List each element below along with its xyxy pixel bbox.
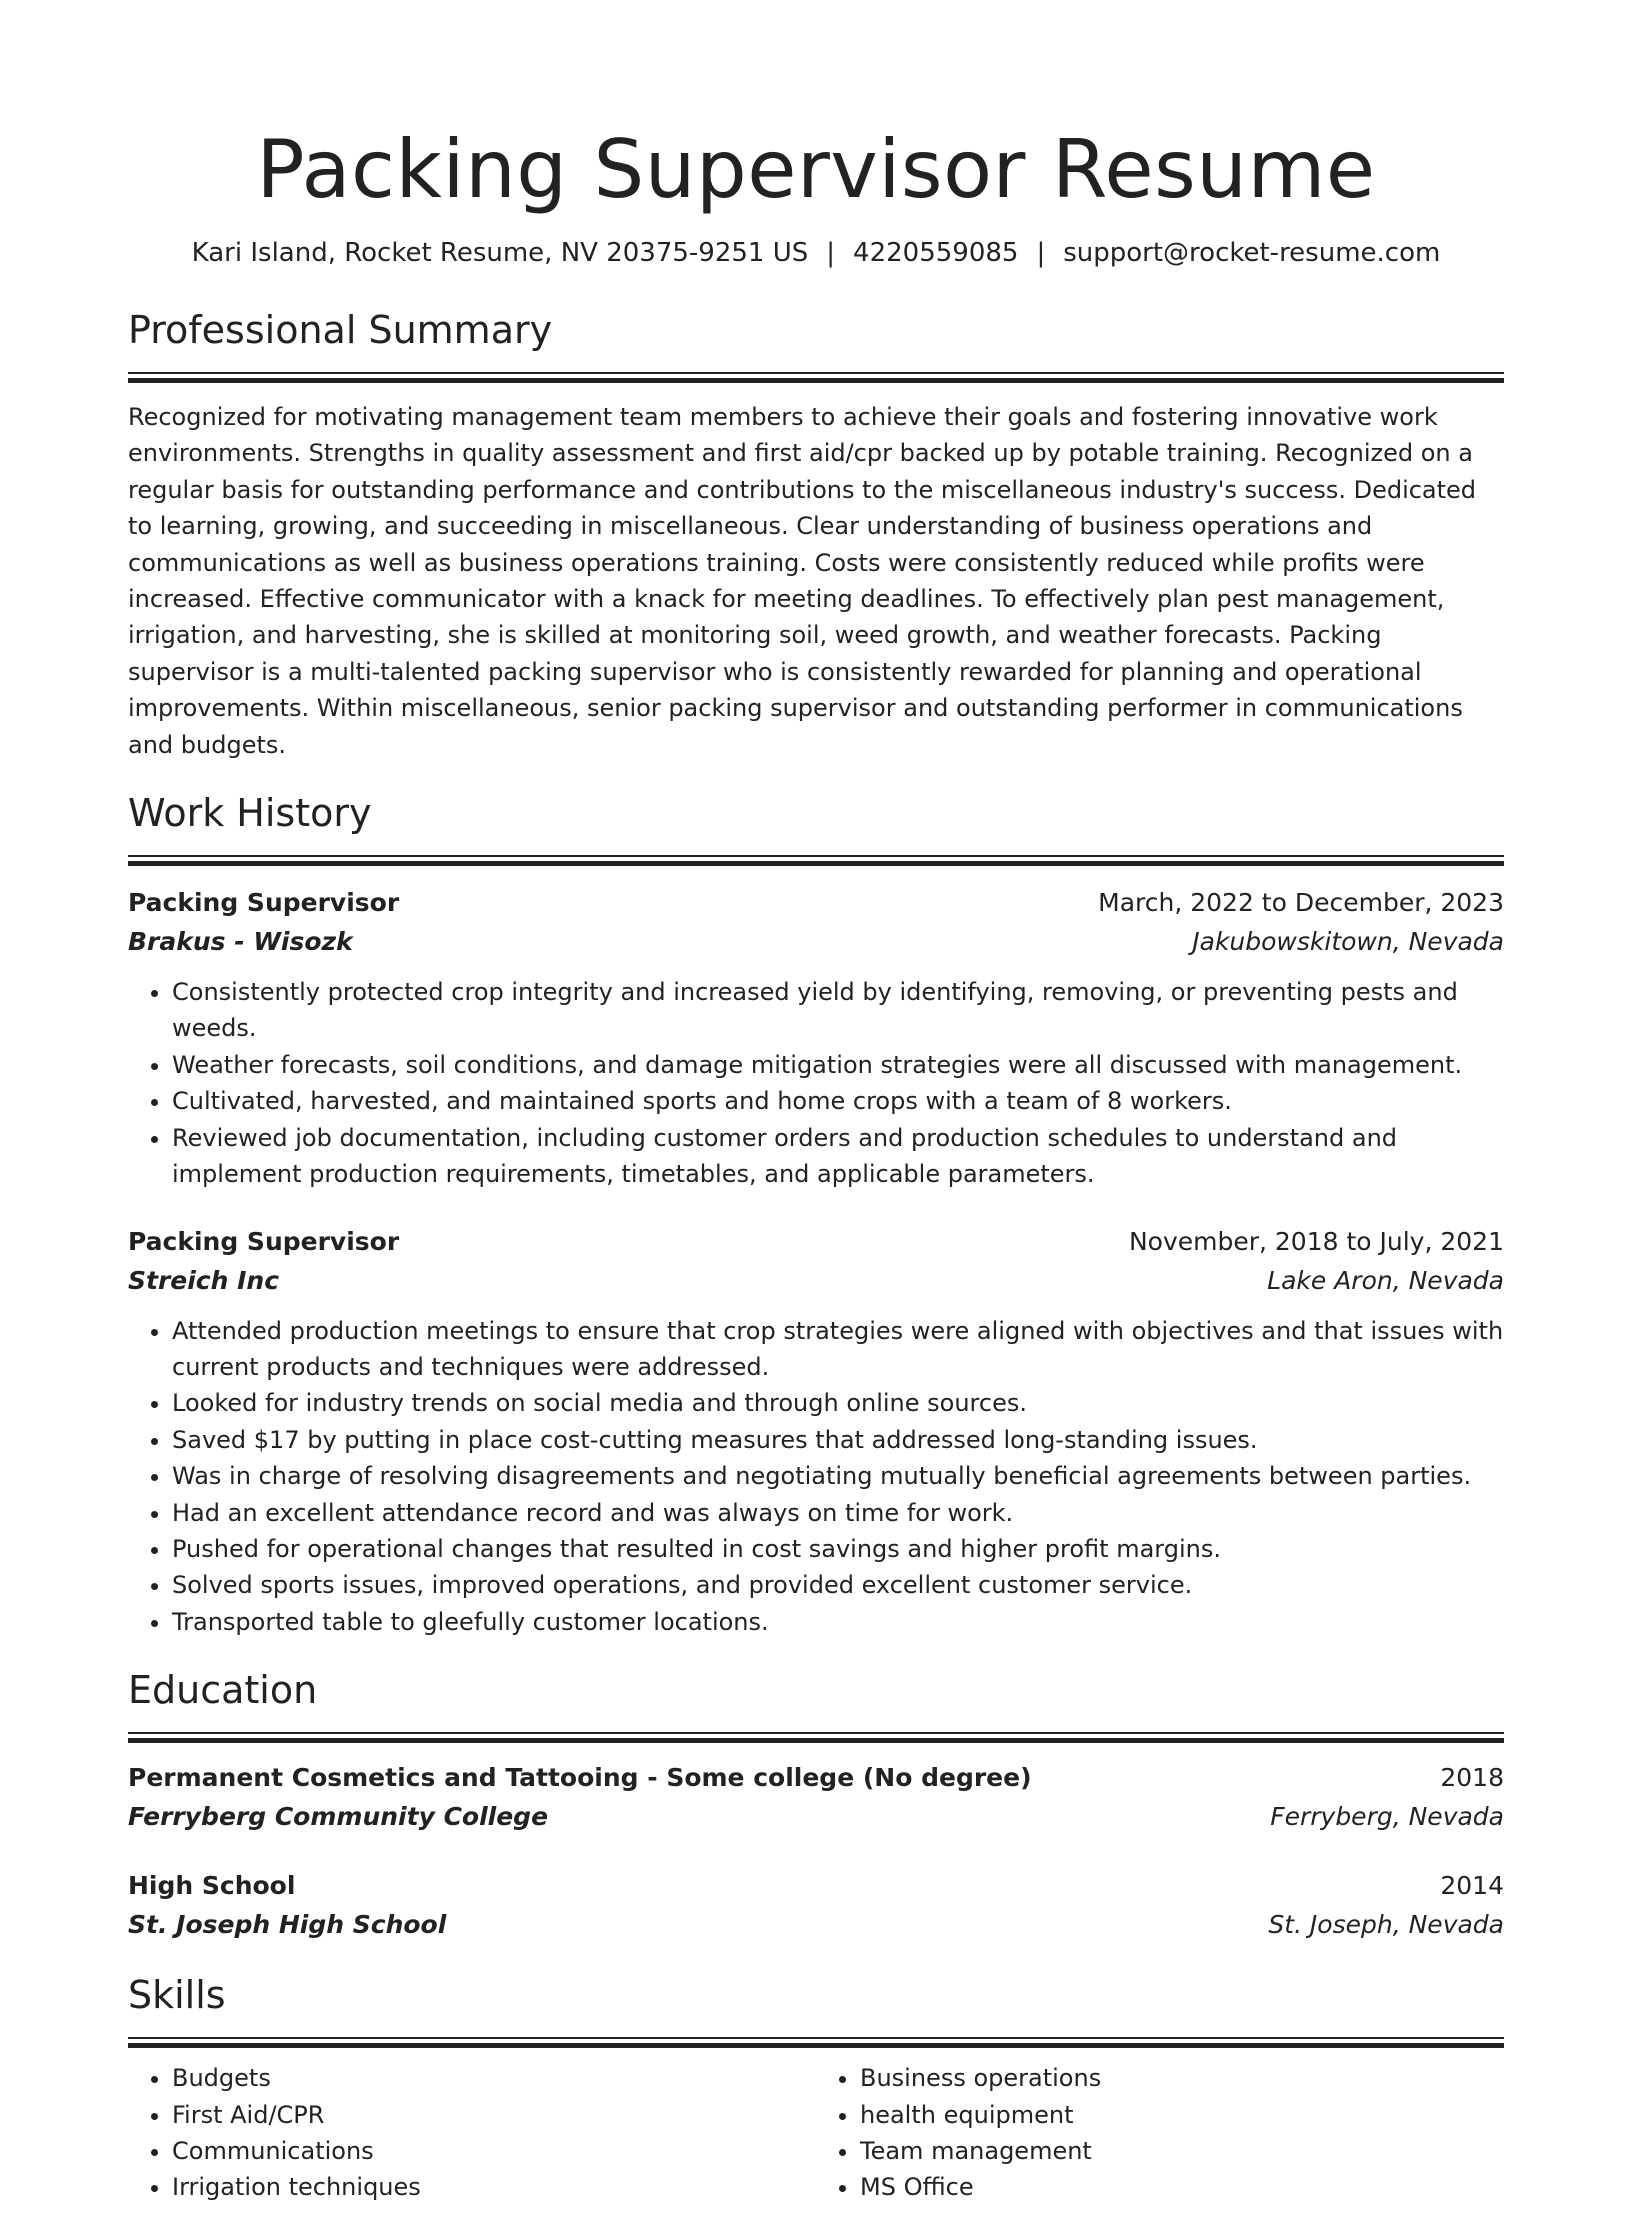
education-degree: Permanent Cosmetics and Tattooing - Some college (No degree) <box>128 1763 1032 1793</box>
resume-page <box>0 122 1632 2234</box>
job-entry <box>128 1223 1504 1641</box>
job-entry <box>128 884 1504 1192</box>
skill-item: • MS Office <box>860 2169 1504 2205</box>
skill-item: • Communications <box>172 2133 816 2169</box>
job-bullet: • Transported table to gleefully customer locations. <box>172 1604 1504 1640</box>
job-bullet: • Cultivated, harvested, and maintained sports and home crops with a team of 8 workers. <box>172 1083 1504 1119</box>
education-entry <box>128 1759 1504 1837</box>
resume-title: Packing Supervisor Resume <box>256 123 1376 216</box>
skill-item: • Budgets <box>172 2060 816 2096</box>
contact-separator: | <box>1036 238 1046 268</box>
education-location: St. Joseph, Nevada <box>1268 1910 1504 1940</box>
skills-list-left <box>128 2060 816 2206</box>
job-company: Streich Inc <box>128 1265 280 1295</box>
job-bullets <box>128 1313 1504 1641</box>
job-location: Lake Aron, Nevada <box>1267 1265 1504 1295</box>
job-bullet: • Solved sports issues, improved operations, and provided excellent customer service. <box>172 1567 1504 1603</box>
skill-item: • First Aid/CPR <box>172 2097 816 2133</box>
job-location: Jakubowskitown, Nevada <box>1192 927 1504 957</box>
skill-item: • Irrigation techniques <box>172 2169 816 2205</box>
job-bullets <box>128 974 1504 1192</box>
section-divider <box>128 1732 1504 1743</box>
skills-list-right <box>816 2060 1504 2206</box>
contact-line <box>128 236 1504 270</box>
job-bullet: • Pushed for operational changes that resulted in cost savings and higher profit margins. <box>172 1531 1504 1567</box>
education-location: Ferryberg, Nevada <box>1270 1802 1504 1832</box>
work-history-section <box>128 789 1504 1640</box>
job-bullet: • Reviewed job documentation, including customer orders and production schedules to understand and implement production requirements, timetables, and applicable parameters. <box>172 1120 1504 1193</box>
job-dates: March, 2022 to December, 2023 <box>1098 888 1504 918</box>
job-bullet: • Consistently protected crop integrity and increased yield by identifying, removing, or preventing pests and weeds. <box>172 974 1504 1047</box>
section-heading-skills: Skills <box>128 1973 226 2018</box>
education-entry <box>128 1867 1504 1945</box>
education-school: Ferryberg Community College <box>128 1802 549 1832</box>
section-divider <box>128 2037 1504 2048</box>
job-bullet: • Was in charge of resolving disagreements and negotiating mutually beneficial agreements between parties. <box>172 1458 1504 1494</box>
job-bullet: • Saved $17 by putting in place cost-cutting measures that addressed long-standing issues. <box>172 1422 1504 1458</box>
job-company: Brakus - Wisozk <box>128 927 353 957</box>
job-title: Packing Supervisor <box>128 888 400 918</box>
skill-item: • health equipment <box>860 2097 1504 2133</box>
section-heading-work-history: Work History <box>128 791 372 836</box>
contact-address: Kari Island, Rocket Resume, NV 20375-9251 US <box>191 238 809 268</box>
section-heading-summary: Professional Summary <box>128 308 553 352</box>
education-year: 2014 <box>1440 1871 1504 1901</box>
section-divider <box>128 372 1504 383</box>
job-bullet: • Attended production meetings to ensure that crop strategies were aligned with objectives and that issues with current products and techniques were addressed. <box>172 1313 1504 1386</box>
job-dates: November, 2018 to July, 2021 <box>1128 1226 1504 1256</box>
skill-item: • Team management <box>860 2133 1504 2169</box>
section-divider <box>128 855 1504 866</box>
skills-columns <box>128 2060 1504 2206</box>
contact-phone: 4220559085 <box>853 238 1019 268</box>
contact-email: support@rocket-resume.com <box>1063 238 1441 268</box>
job-title: Packing Supervisor <box>128 1226 400 1256</box>
education-school: St. Joseph High School <box>128 1910 447 1940</box>
contact-separator: | <box>826 238 836 268</box>
job-bullet: • Looked for industry trends on social media and through online sources. <box>172 1385 1504 1421</box>
education-year: 2018 <box>1440 1763 1504 1793</box>
education-degree: High School <box>128 1871 296 1901</box>
section-heading-education: Education <box>128 1668 318 1713</box>
job-bullet: • Weather forecasts, soil conditions, and damage mitigation strategies were all discussed with management. <box>172 1047 1504 1083</box>
summary-section <box>128 306 1504 763</box>
job-bullet: • Had an excellent attendance record and was always on time for work. <box>172 1495 1504 1531</box>
skill-item: • Business operations <box>860 2060 1504 2096</box>
summary-text: Recognized for motivating management team members to achieve their goals and fostering innovative work environments. Strengths in quality assessment and first aid/cpr backed up by potable training. Recognized on a regular basis for outstanding performance and contributions to the miscellaneous industry's success. Dedicated to learning, growing, and succeeding in miscellaneous. Clear understanding of business operations and communications as well as business operations training. Costs were consistently reduced while profits were increased. Effective communicator with a knack for meeting deadlines. To effectively plan pest management, irrigation, and harvesting, she is skilled at monitoring soil, weed growth, and weather forecasts. Packing supervisor is a multi-talented packing supervisor who is consistently rewarded for planning and operational improvements. Within miscellaneous, senior packing supervisor and outstanding performer in communications and budgets. <box>128 403 1477 759</box>
skills-section <box>128 1971 1504 2206</box>
education-section <box>128 1666 1504 1945</box>
